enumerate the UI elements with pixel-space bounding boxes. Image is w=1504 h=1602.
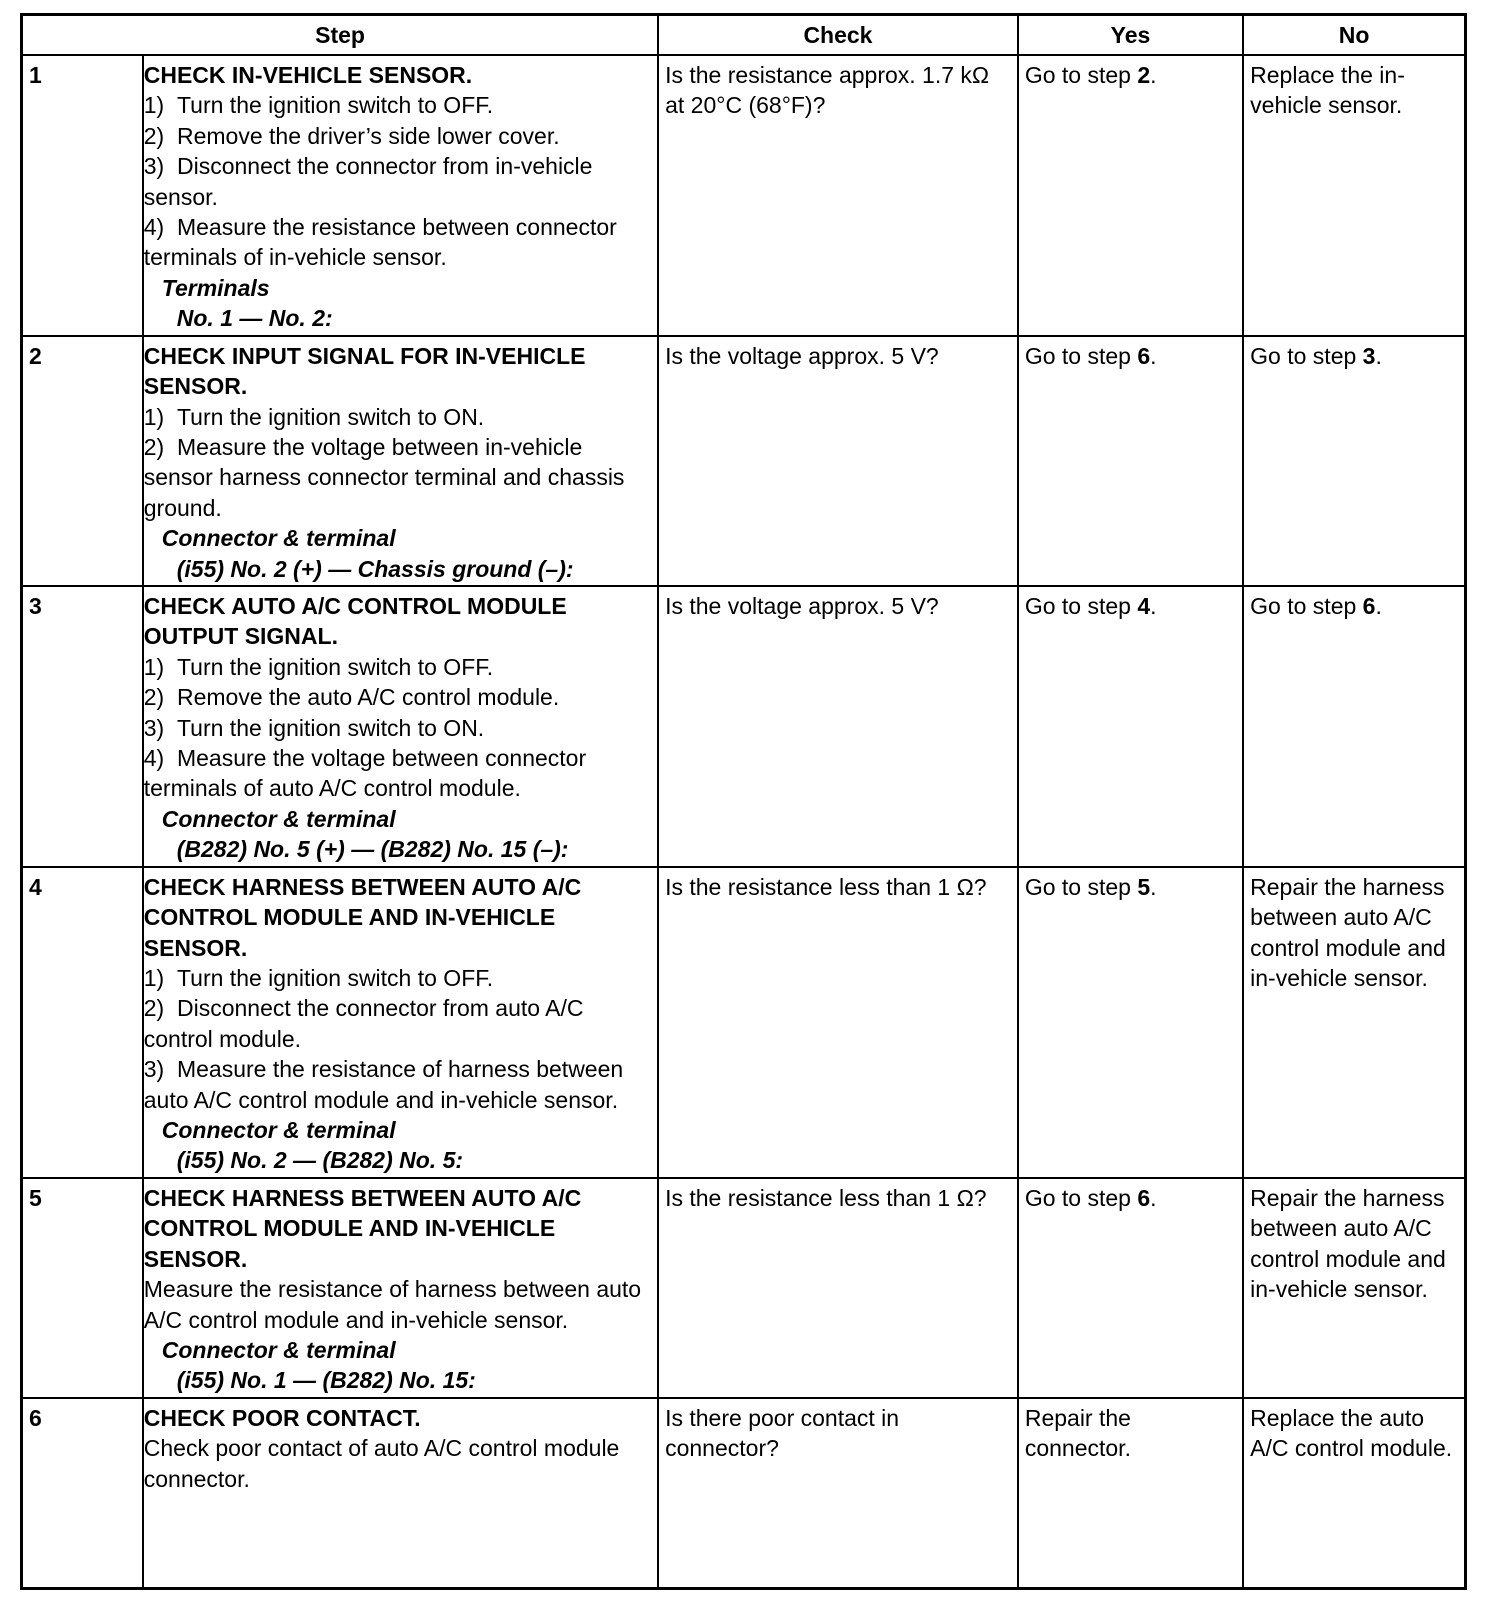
no-text: Repair the harness between auto A/C control module and in-vehicle sensor. bbox=[1250, 1185, 1446, 1303]
instruction-line: 1) Turn the ignition switch to OFF. bbox=[143, 964, 494, 991]
step-number: 5 bbox=[22, 1178, 143, 1398]
yes-step-ref: 6 bbox=[1137, 1185, 1151, 1211]
instruction-line: Check poor contact of auto A/C control module connector. bbox=[143, 1435, 620, 1492]
check-text: Is the voltage approx. 5 V? bbox=[665, 342, 939, 369]
instruction-line: 3) Measure the resistance of harness between auto A/C control module and in-vehicle sensor. bbox=[143, 1056, 624, 1113]
no-step-ref: 6 bbox=[1362, 592, 1376, 619]
instruction-line: 1) Turn the ignition switch to OFF. bbox=[143, 92, 494, 119]
step-instructions bbox=[144, 402, 651, 524]
no-text: Go to step bbox=[1250, 342, 1363, 369]
step-instructions bbox=[144, 963, 651, 1115]
check-cell bbox=[658, 1178, 1018, 1398]
diagnostic-table bbox=[20, 13, 1467, 1590]
check-text: Is the resistance approx. 1.7 kΩ at 20°C (68°F)? bbox=[665, 62, 990, 119]
yes-text: Repair the connector. bbox=[1024, 1404, 1131, 1462]
no-text: Replace the auto A/C control module. bbox=[1250, 1404, 1453, 1462]
spec-label: Connector & terminal bbox=[161, 1337, 396, 1364]
no-cell bbox=[1243, 55, 1465, 336]
instruction-line: 2) Remove the auto A/C control module. bbox=[143, 684, 560, 711]
yes-text: Go to step bbox=[1024, 592, 1138, 619]
instruction-line: 3) Turn the ignition switch to ON. bbox=[143, 714, 485, 741]
step-instructions bbox=[144, 90, 651, 272]
yes-cell bbox=[1018, 1398, 1243, 1589]
instruction-line: 2) Disconnect the connector from auto A/C control module. bbox=[143, 995, 584, 1052]
instruction-line: 1) Turn the ignition switch to ON. bbox=[143, 403, 485, 430]
no-cell bbox=[1243, 1178, 1465, 1398]
no-cell bbox=[1243, 867, 1465, 1178]
step-title: CHECK AUTO A/C CONTROL MODULE OUTPUT SIGNAL. bbox=[143, 592, 567, 650]
yes-cell bbox=[1018, 55, 1243, 336]
spec-value: (B282) No. 5 (+) — (B282) No. 15 (–): bbox=[176, 836, 569, 863]
check-text: Is the resistance less than 1 Ω? bbox=[665, 1185, 987, 1211]
no-cell bbox=[1243, 336, 1465, 586]
yes-text: Go to step bbox=[1024, 342, 1138, 369]
no-cell bbox=[1243, 1398, 1465, 1589]
no-text: Repair the harness between auto A/C control module and in-vehicle sensor. bbox=[1250, 873, 1446, 991]
step-cell bbox=[143, 336, 658, 586]
check-cell bbox=[658, 1398, 1018, 1589]
step-cell bbox=[143, 586, 658, 867]
spec-label: Terminals bbox=[161, 274, 270, 301]
no-text: Go to step bbox=[1250, 592, 1363, 619]
step-number: 1 bbox=[22, 55, 143, 336]
instruction-line: 2) Measure the voltage between in-vehicle sensor harness connector terminal and chassis ground. bbox=[143, 433, 625, 521]
check-cell bbox=[658, 336, 1018, 586]
header-step: Step bbox=[22, 15, 659, 56]
yes-text: Go to step bbox=[1024, 62, 1138, 88]
yes-step-ref: 6 bbox=[1137, 342, 1151, 369]
step-number: 6 bbox=[22, 1398, 143, 1589]
instruction-line: Measure the resistance of harness between auto A/C control module and in-vehicle sensor. bbox=[143, 1276, 642, 1333]
table-row bbox=[22, 55, 1466, 336]
step-title: CHECK IN-VEHICLE SENSOR. bbox=[143, 62, 473, 88]
step-title: CHECK HARNESS BETWEEN AUTO A/C CONTROL MODULE AND IN-VEHICLE SENSOR. bbox=[143, 1185, 582, 1272]
yes-tail: . bbox=[1150, 873, 1157, 900]
yes-text: Go to step bbox=[1024, 1185, 1138, 1211]
yes-tail: . bbox=[1150, 62, 1157, 88]
step-title: CHECK HARNESS BETWEEN AUTO A/C CONTROL MODULE AND IN-VEHICLE SENSOR. bbox=[143, 873, 582, 961]
instruction-line: 2) Remove the driver’s side lower cover. bbox=[143, 122, 560, 149]
spec-label: Connector & terminal bbox=[161, 525, 396, 552]
yes-step-ref: 5 bbox=[1137, 873, 1151, 900]
yes-cell bbox=[1018, 336, 1243, 586]
table-row bbox=[22, 867, 1466, 1178]
header-yes: Yes bbox=[1018, 15, 1243, 56]
header-check: Check bbox=[658, 15, 1018, 56]
instruction-line: 4) Measure the voltage between connector terminals of auto A/C control module. bbox=[143, 745, 587, 802]
yes-text: Go to step bbox=[1024, 873, 1138, 900]
no-tail: . bbox=[1375, 592, 1382, 619]
step-instructions bbox=[144, 1433, 651, 1494]
spec-value: (i55) No. 2 (+) — Chassis ground (–): bbox=[176, 555, 574, 582]
yes-step-ref: 2 bbox=[1137, 62, 1151, 88]
spec-value: (i55) No. 2 — (B282) No. 5: bbox=[176, 1147, 464, 1174]
header-row bbox=[22, 15, 1466, 56]
header-no: No bbox=[1243, 15, 1465, 56]
table-row bbox=[22, 336, 1466, 586]
yes-tail: . bbox=[1150, 1185, 1157, 1211]
check-cell bbox=[658, 55, 1018, 336]
check-cell bbox=[658, 586, 1018, 867]
spec-label: Connector & terminal bbox=[161, 1116, 396, 1143]
step-instructions bbox=[144, 1274, 651, 1335]
no-tail: . bbox=[1375, 342, 1382, 369]
no-text: Replace the in-vehicle sensor. bbox=[1250, 62, 1405, 119]
yes-tail: . bbox=[1150, 592, 1157, 619]
check-text: Is the voltage approx. 5 V? bbox=[665, 592, 939, 619]
instruction-line: 3) Disconnect the connector from in-vehicle sensor. bbox=[143, 153, 593, 210]
table-row bbox=[22, 586, 1466, 867]
step-cell bbox=[143, 1398, 658, 1589]
instruction-line: 1) Turn the ignition switch to OFF. bbox=[143, 653, 494, 680]
yes-cell bbox=[1018, 1178, 1243, 1398]
step-number: 4 bbox=[22, 867, 143, 1178]
yes-cell bbox=[1018, 586, 1243, 867]
step-number: 2 bbox=[22, 336, 143, 586]
check-text: Is there poor contact in connector? bbox=[665, 1404, 900, 1462]
spec-value: (i55) No. 1 — (B282) No. 15: bbox=[176, 1367, 476, 1394]
yes-step-ref: 4 bbox=[1137, 592, 1151, 619]
yes-tail: . bbox=[1150, 342, 1157, 369]
step-cell bbox=[143, 867, 658, 1178]
table-row bbox=[22, 1178, 1466, 1398]
instruction-line: 4) Measure the resistance between connector terminals of in-vehicle sensor. bbox=[143, 214, 617, 271]
step-number: 3 bbox=[22, 586, 143, 867]
spec-value: No. 1 — No. 2: bbox=[176, 305, 333, 332]
step-cell bbox=[143, 55, 658, 336]
step-title: CHECK POOR CONTACT. bbox=[143, 1404, 421, 1431]
step-instructions bbox=[144, 652, 651, 804]
check-cell bbox=[658, 867, 1018, 1178]
no-step-ref: 3 bbox=[1362, 342, 1376, 369]
check-text: Is the resistance less than 1 Ω? bbox=[665, 873, 987, 900]
table-row bbox=[22, 1398, 1466, 1589]
yes-cell bbox=[1018, 867, 1243, 1178]
step-cell bbox=[143, 1178, 658, 1398]
step-title: CHECK INPUT SIGNAL FOR IN-VEHICLE SENSOR. bbox=[143, 342, 586, 400]
no-cell bbox=[1243, 586, 1465, 867]
spec-label: Connector & terminal bbox=[161, 805, 396, 832]
